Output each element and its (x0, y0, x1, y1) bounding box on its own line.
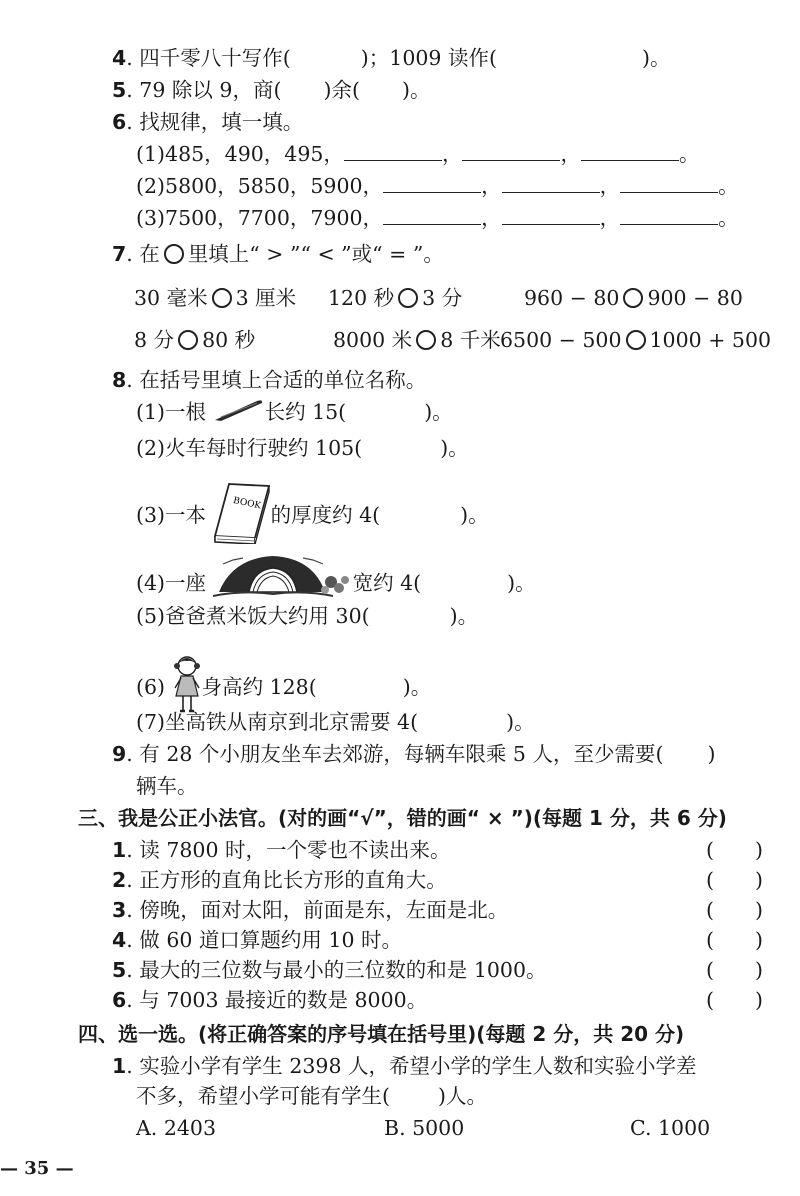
question-6: 6. 找规律，填一填。 (112, 110, 304, 134)
sequence-row: (2)5800，5850，5900， ， ， 。 (136, 174, 739, 198)
unit-item: (2)火车每时行驶约 105( )。 (136, 436, 469, 460)
question-9-cont: 辆车。 (136, 774, 198, 798)
fill-line[interactable] (462, 140, 560, 161)
fill-line[interactable] (383, 204, 481, 225)
judge-item: 2. 正方形的直角比长方形的直角大。 (112, 868, 447, 892)
fill-line[interactable] (620, 172, 718, 193)
option-a[interactable]: A. 2403 (136, 1116, 217, 1140)
unit-item: (3)一本 BOOK 的厚度约 4( )。 (136, 482, 489, 551)
judge-item: 3. 傍晚，面对太阳，前面是东，左面是北。 (112, 898, 509, 922)
page-number: — 35 — (0, 1158, 74, 1179)
fill-line[interactable] (581, 140, 679, 161)
compare-item: 6500 − 500 1000 + 500 (500, 328, 772, 352)
compare-circle[interactable] (416, 330, 436, 350)
unit-item: (5)爸爸煮米饭大约用 30( )。 (136, 604, 479, 628)
judge-paren[interactable]: ( ) (706, 838, 763, 862)
question-5: 5. 79 除以 9，商( )余( )。 (112, 78, 431, 102)
judge-item: 5. 最大的三位数与最小的三位数的和是 1000。 (112, 958, 547, 982)
compare-circle[interactable] (626, 330, 646, 350)
unit-item: (4)一座 宽约 4( )。 (136, 552, 536, 609)
choice-question-1: 1. 实验小学有学生 2398 人，希望小学的学生人数和实验小学差 (112, 1054, 697, 1078)
book-label: BOOK (231, 495, 262, 512)
compare-item: 30 毫米 3 厘米 (134, 286, 297, 310)
compare-circle-icon (164, 244, 184, 264)
section-3-title: 三、我是公正小法官。(对的画“√”，错的画“ × ”)(每题 1 分，共 6 分) (78, 806, 727, 830)
pencil-icon (213, 398, 265, 429)
compare-item: 120 秒 3 分 (328, 286, 463, 310)
judge-item: 6. 与 7003 最接近的数是 8000。 (112, 988, 428, 1012)
bridge-icon (213, 552, 353, 609)
question-4: 4. 四千零八十写作( )；1009 读作( )。 (112, 46, 671, 70)
judge-item: 1. 读 7800 时，一个零也不读出来。 (112, 838, 451, 862)
unit-item: (6) 身高约 128( )。 (136, 654, 431, 723)
compare-circle[interactable] (212, 288, 232, 308)
book-icon (213, 482, 271, 551)
fill-line[interactable] (620, 204, 718, 225)
fill-line[interactable] (383, 172, 481, 193)
judge-paren[interactable]: ( ) (706, 928, 763, 952)
sequence-row: (3)7500，7700，7900， ， ， 。 (136, 206, 739, 230)
judge-paren[interactable]: ( ) (706, 868, 763, 892)
fill-line[interactable] (344, 140, 442, 161)
unit-item: (7)坐高铁从南京到北京需要 4( )。 (136, 710, 535, 734)
fill-line[interactable] (502, 172, 600, 193)
question-8: 8. 在括号里填上合适的单位名称。 (112, 368, 427, 392)
compare-item: 8000 米 8 千米 (333, 328, 501, 352)
compare-item: 8 分 80 秒 (134, 328, 256, 352)
judge-paren[interactable]: ( ) (706, 988, 763, 1012)
compare-circle[interactable] (623, 288, 643, 308)
sequence-row: (1)485，490，495， ， ， 。 (136, 142, 700, 166)
compare-circle[interactable] (398, 288, 418, 308)
compare-item: 960 − 80 900 − 80 (524, 286, 743, 310)
fill-line[interactable] (502, 204, 600, 225)
judge-item: 4. 做 60 道口算题约用 10 时。 (112, 928, 403, 952)
choice-question-1-cont: 不多，希望小学可能有学生( )人。 (136, 1084, 487, 1108)
compare-circle[interactable] (178, 330, 198, 350)
option-c[interactable]: C. 1000 (630, 1116, 711, 1140)
section-4-title: 四、选一选。(将正确答案的序号填在括号里)(每题 2 分，共 20 分) (78, 1022, 685, 1046)
question-7: 7. 在 里填上“ > ”“ < ”或“ = ”。 (112, 242, 444, 266)
question-9: 9. 有 28 个小朋友坐车去郊游，每辆车限乘 5 人，至少需要( ) (112, 742, 716, 766)
judge-paren[interactable]: ( ) (706, 898, 763, 922)
option-b[interactable]: B. 5000 (384, 1116, 465, 1140)
judge-paren[interactable]: ( ) (706, 958, 763, 982)
unit-item: (1)一根 长约 15( )。 (136, 398, 453, 429)
